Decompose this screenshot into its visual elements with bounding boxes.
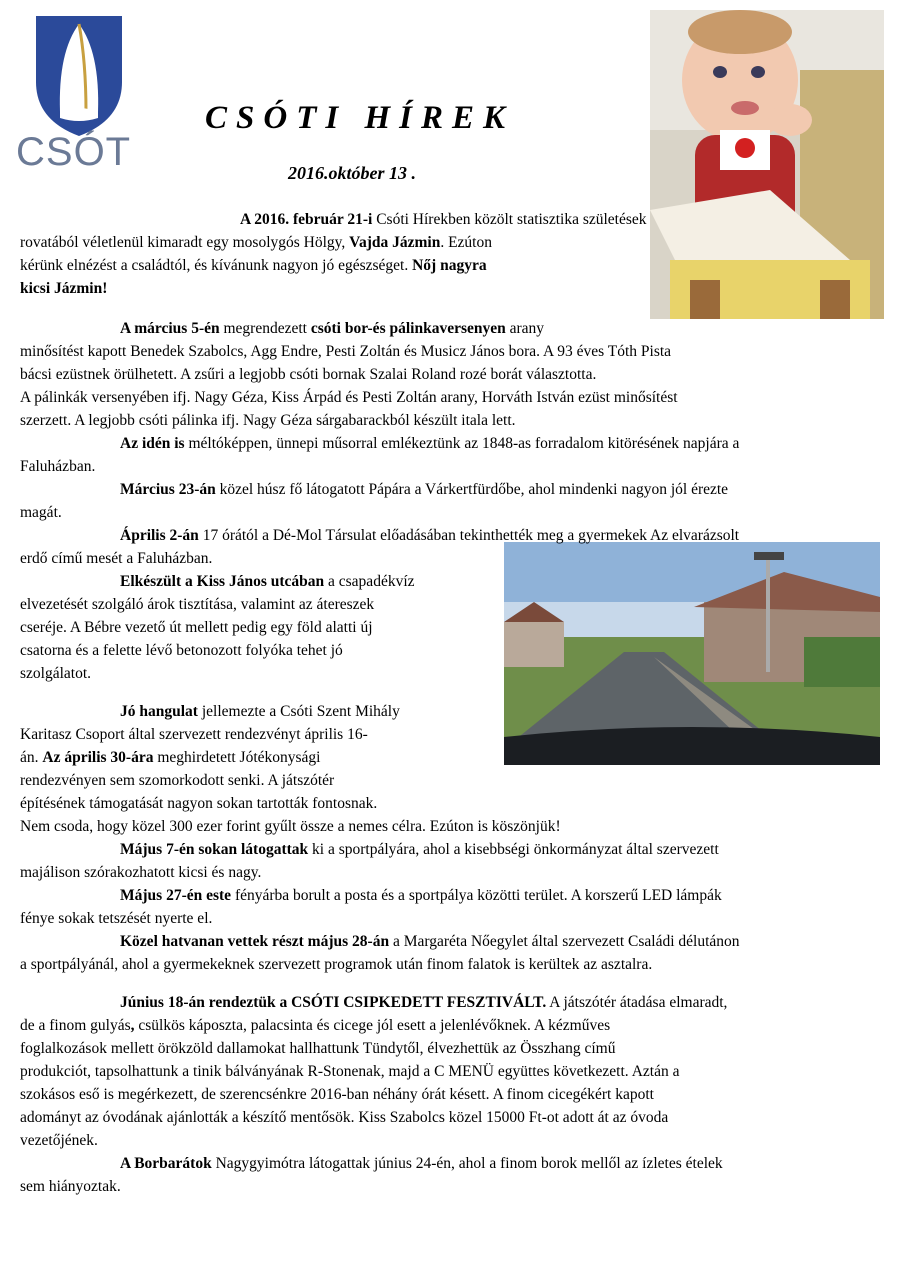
- text-line: minősítést kapott Benedek Szabolcs, Agg Endre, Pesti Zoltán és Musicz János bora. A 93 éves Tóth Pista: [20, 343, 672, 360]
- text-line: Június 18-án rendeztük a CSÓTI CSIPKEDETT FESZTIVÁLT. A játszótér átadása elmaradt,: [120, 994, 728, 1011]
- text-line: Az idén is méltóképpen, ünnepi műsorral emlékeztünk az 1848-as forradalom kitörésének napjára a: [120, 435, 740, 452]
- text-line: rendezvényen sem szomorkodott senki. A játszótér: [20, 772, 335, 789]
- logo-text: CSÓT: [16, 130, 132, 174]
- text-line: a sportpályánál, ahol a gyermekeknek szervezett programok után finom falatok is kerültek az asztalra.: [20, 956, 653, 973]
- text-line: Május 27-én este fényárba borult a posta és a sportpálya közötti terület. A korszerű LED lámpák: [120, 887, 722, 904]
- text-line: elvezetését szolgáló árok tisztítása, valamint az átereszek: [20, 596, 375, 613]
- text-line: szokásos eső is megérkezett, de szerencsénkre 2016-ban néhány órát késett. A finom cicegékért kapott: [20, 1086, 654, 1103]
- text-line: Csóti Hírekben közölt statisztika születések: [372, 211, 647, 228]
- text-line: majálison szórakozhatott kicsi és nagy.: [20, 864, 262, 881]
- text-line: A március 5-én megrendezett csóti bor-és pálinkaversenyen arany: [120, 320, 545, 337]
- text-line: Elkészült a Kiss János utcában a csapadékvíz: [120, 573, 415, 590]
- issue-date: 2016.október 13 .: [288, 163, 416, 183]
- text-line: építésének támogatását nagyon sokan tartották fontosnak.: [20, 795, 378, 812]
- text-line: de a finom gulyás, csülkös káposzta, palacsinta és cicege jól esett a jelenlévőknek. A kézműves: [20, 1017, 611, 1034]
- text-line: bácsi ezüstnek örülhetett. A zsűri a legjobb csóti bornak Szalai Roland rozé borát választotta.: [20, 366, 597, 383]
- text-line: sem hiányoztak.: [20, 1178, 121, 1195]
- text-line: kicsi Jázmin!: [20, 280, 108, 297]
- text-line: produkciót, tapsolhattunk a tinik bálványának R-Stonenak, majd a C MENÜ együttes következett. Aztán a: [20, 1063, 680, 1080]
- text-line: fénye sokak tetszését nyerte el.: [20, 910, 213, 927]
- text-line: foglalkozások mellett örökzöld dallamokat hallhattunk Tündytől, élvezhettük az Összhang című: [20, 1040, 616, 1057]
- text-line: án. Az április 30-ára meghirdetett Jótékonysági: [20, 749, 321, 766]
- text-line: erdő című mesét a Faluházban.: [20, 550, 213, 567]
- street-photo: [504, 542, 880, 765]
- newsletter-title: CSÓTI HÍREK: [205, 100, 514, 136]
- text-line: szolgálatot.: [20, 665, 92, 682]
- text-line: Április 2-án 17 órától a Dé-Mol Társulat előadásában tekinthették meg a gyermekek Az elvarázsolt: [120, 527, 740, 544]
- text-line: kérünk elnézést a családtól, és kívánunk nagyon jó egészséget. Nőj nagyra: [20, 257, 487, 274]
- text-line: Május 7-én sokan látogattak ki a sportpályára, ahol a kisebbségi önkormányzat által szervezett: [120, 841, 719, 858]
- text-line: A pálinkák versenyében ifj. Nagy Géza, Kiss Árpád és Pesti Zoltán arany, Horváth István ezüst minősítést: [20, 389, 678, 406]
- text-line: A Borbarátok Nagygyimótra látogattak június 24-én, ahol a finom borok mellől az ízletes ételek: [120, 1155, 723, 1172]
- text-line: cseréje. A Bébre vezető út mellett pedig egy föld alatti új: [20, 619, 373, 636]
- text-line: adományt az óvodának ajánlották a készítő mentősök. Kiss Szabolcs közel 15000 Ft-ot adott át az óvoda: [20, 1109, 669, 1126]
- text-line: Karitasz Csoport által szervezett rendezvényt április 16-: [20, 726, 368, 743]
- text-line: Március 23-án közel húsz fő látogatott Pápára a Várkertfürdőbe, ahol mindenki nagyon jól érezte: [120, 481, 729, 498]
- text-line: rovatából véletlenül kimaradt egy mosolygós Hölgy, Vajda Jázmin. Ezúton: [20, 234, 492, 251]
- village-coat-of-arms-logo: [16, 12, 162, 174]
- text-line: szerzett. A legjobb csóti pálinka ifj. Nagy Géza sárgabarackból készült itala lett.: [20, 412, 516, 429]
- date-highlight: A 2016. február 21-i: [240, 211, 373, 228]
- text-line: Faluházban.: [20, 458, 96, 475]
- text-line: Nem csoda, hogy közel 300 ezer forint gyűlt össze a nemes célra. Ezúton is köszönjük!: [20, 818, 561, 835]
- text-line: csatorna és a felette lévő betonozott folyóka tehet jó: [20, 642, 343, 659]
- text-line: Közel hatvanan vettek részt május 28-án a Margaréta Nőegylet által szervezett Családi délutánon: [120, 933, 740, 950]
- text-line: Jó hangulat jellemezte a Csóti Szent Mihály: [120, 703, 400, 720]
- baby-photo: [650, 10, 884, 319]
- text-line: magát.: [20, 504, 62, 521]
- text-line: vezetőjének.: [20, 1132, 98, 1149]
